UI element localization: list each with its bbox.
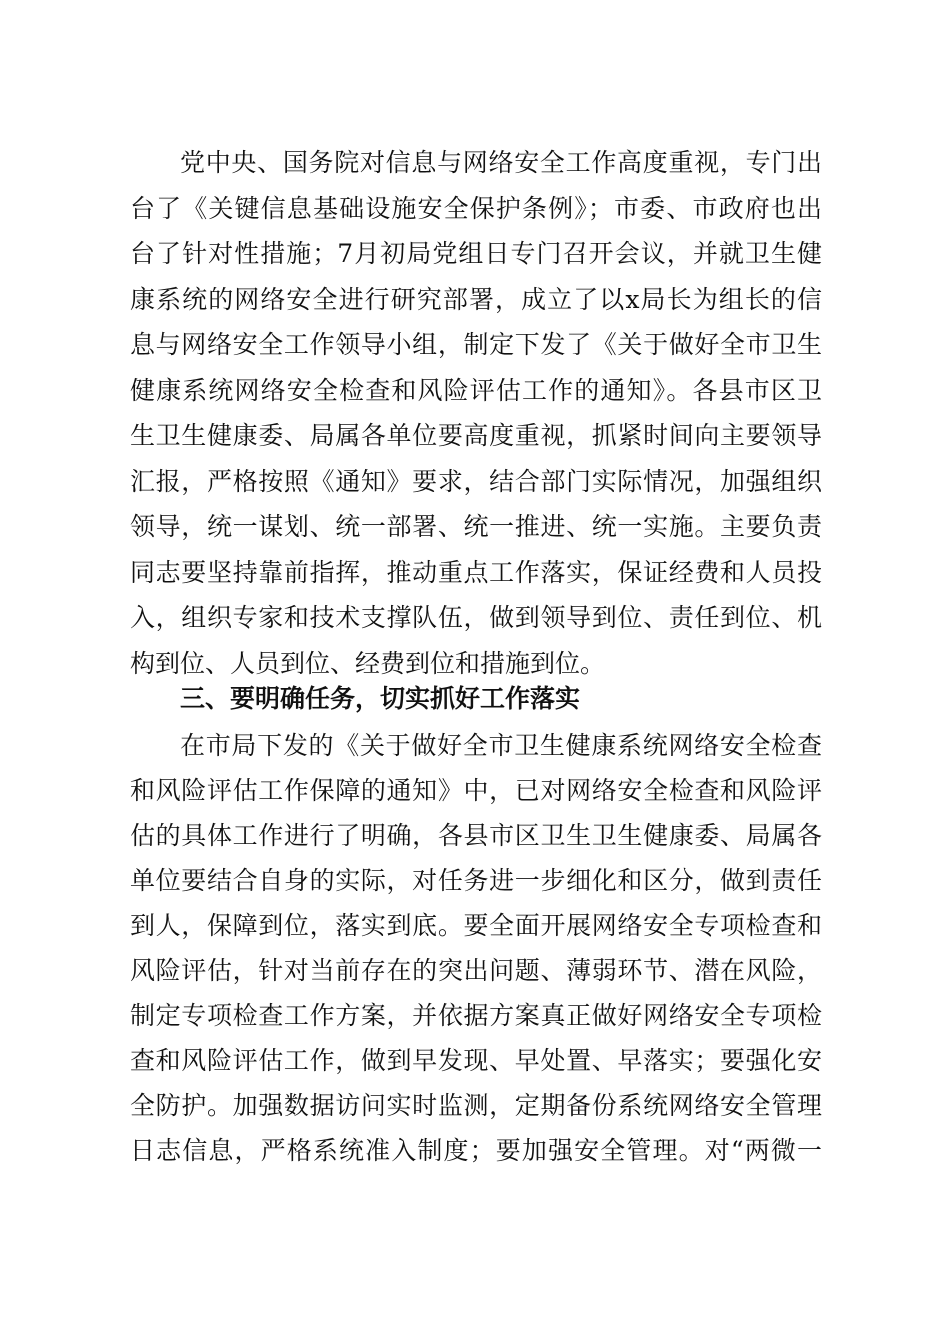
- paragraph2-line: 在市局下发的《关于做好全市卫生健康系统网络安全检查: [180, 731, 822, 760]
- paragraph2-line: 全防护。加强数据访问实时监测，定期备份系统网络安全管理: [130, 1091, 822, 1120]
- paragraph1-line: 同志要坚持靠前指挥，推动重点工作落实，保证经费和人员投: [130, 558, 822, 587]
- paragraph1-line: 党中央、国务院对信息与网络安全工作高度重视，专门出: [180, 148, 822, 177]
- paragraph2-line: 估的具体工作进行了明确，各县市区卫生卫生健康委、局属各: [130, 821, 822, 850]
- paragraph1-line: 构到位、人员到位、经费到位和措施到位。: [130, 649, 606, 678]
- paragraph2-line: 风险评估，针对当前存在的突出问题、薄弱环节、潜在风险，: [130, 956, 822, 985]
- paragraph2-line: 单位要结合自身的实际，对任务进一步细化和区分，做到责任: [130, 866, 822, 895]
- paragraph1-line: 康系统的网络安全进行研究部署，成立了以x局长为组长的信: [130, 285, 822, 314]
- paragraph2-line: 日志信息，严格系统准入制度；要加强安全管理。对“两微一: [130, 1136, 822, 1165]
- paragraph1-line: 领导，统一谋划、统一部署、统一推进、统一实施。主要负责: [130, 512, 822, 541]
- paragraph2-line: 和风险评估工作保障的通知》中，已对网络安全检查和风险评: [130, 776, 822, 805]
- paragraph1-line: 汇报，严格按照《通知》要求，结合部门实际情况，加强组织: [130, 467, 822, 496]
- paragraph1-line: 入，组织专家和技术支撑队伍，做到领导到位、责任到位、机: [130, 603, 822, 632]
- paragraph1-line: 台了《关键信息基础设施安全保护条例》；市委、市政府也出: [130, 194, 822, 223]
- paragraph1-line: 息与网络安全工作领导小组，制定下发了《关于做好全市卫生: [130, 330, 822, 359]
- paragraph1-line: 健康系统网络安全检查和风险评估工作的通知》。各县市区卫: [130, 376, 822, 405]
- paragraph1-line: 台了针对性措施；7月初局党组日专门召开会议，并就卫生健: [130, 239, 822, 268]
- paragraph2-line: 到人，保障到位，落实到底。要全面开展网络安全专项检查和: [130, 911, 822, 940]
- section-heading: 三、要明确任务，切实抓好工作落实: [180, 684, 581, 713]
- paragraph1-line: 生卫生健康委、局属各单位要高度重视，抓紧时间向主要领导: [130, 421, 822, 450]
- paragraph2-line: 制定专项检查工作方案，并依据方案真正做好网络安全专项检: [130, 1001, 822, 1030]
- paragraph2-line: 查和风险评估工作，做到早发现、早处置、早落实；要强化安: [130, 1046, 822, 1075]
